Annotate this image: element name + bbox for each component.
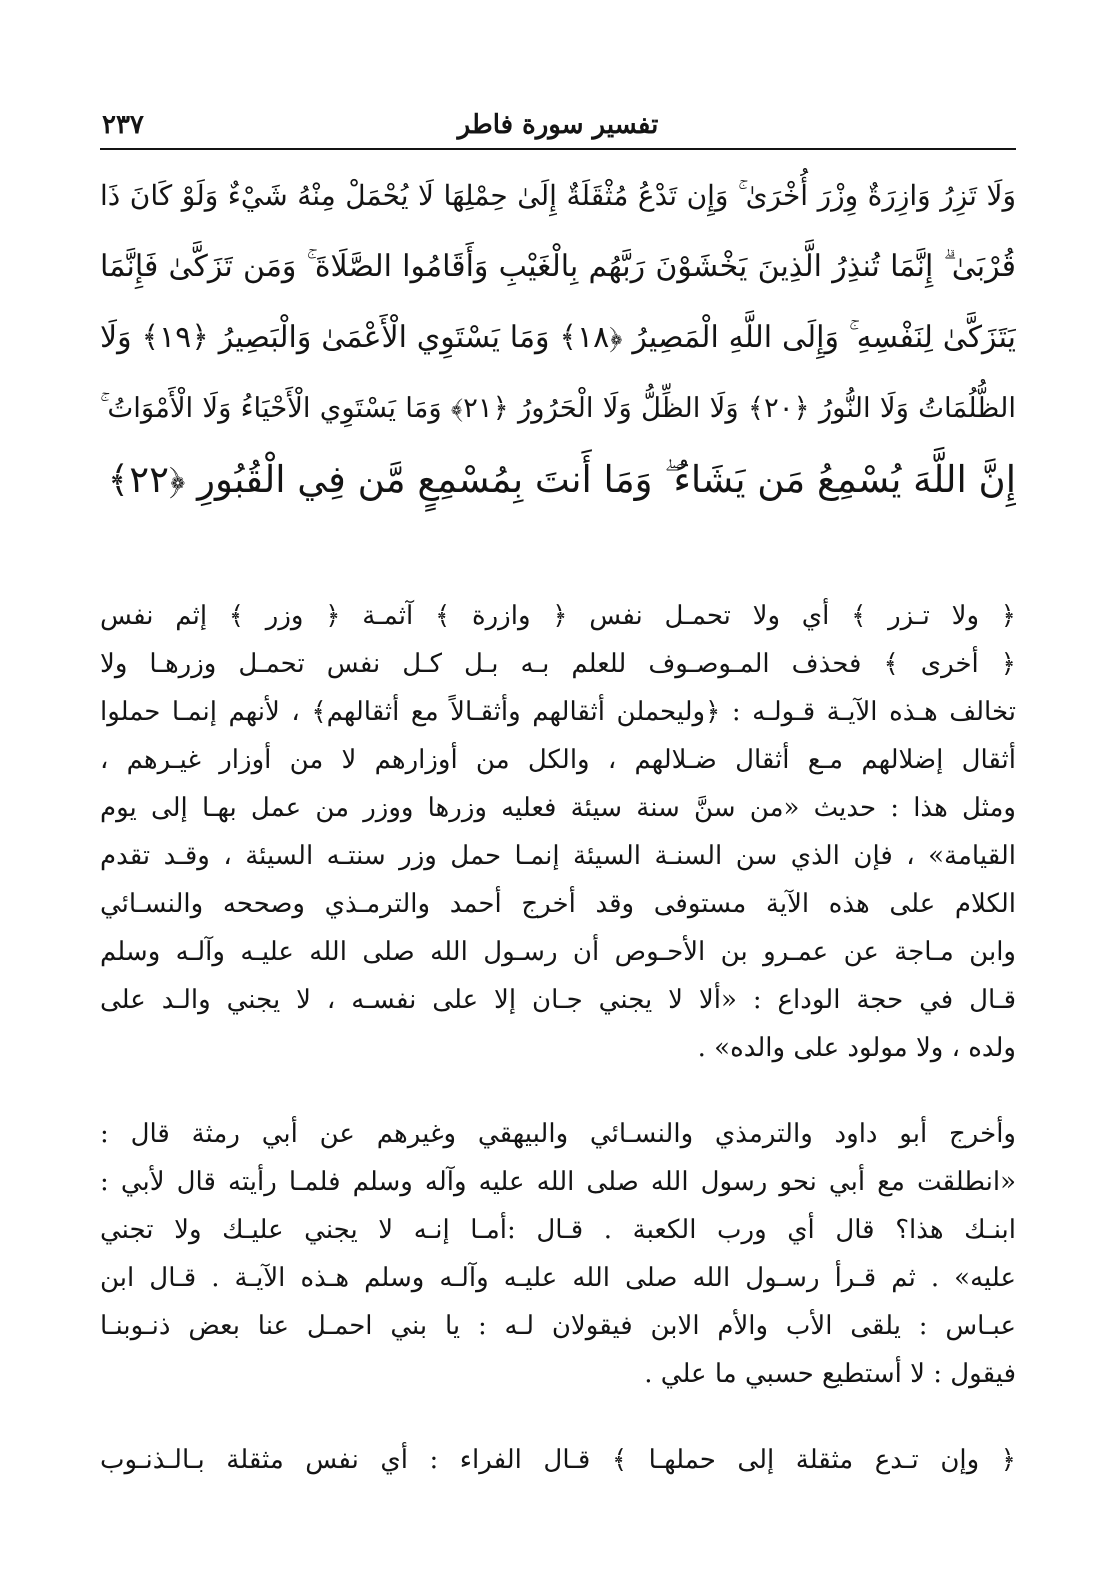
text-line: قـال في حجة الوداع : «ألا لا يجني جـان إلا على نفسـه ، لا يجني والـد على: [100, 985, 1016, 1015]
text-line: ﴿ وإن تـدع مثقلة إلى حملهـا ﴾ قـال الفراء : أي نفس مثقلة بـالـذنـوب: [100, 1445, 1016, 1475]
text-line: ومثل هذا : حديث «من سنَّ سنة سيئة فعليه وزرها ووزر من عمل بهـا إلى يوم: [100, 793, 1016, 823]
text-line: تخالف هـذه الآيـة قـولـه : ﴿وليحملن أثقالهم وأثقـالاً مع أثقالهم﴾ ، لأنهم إنمـا حملوا: [100, 697, 1016, 727]
page-number: ٢٣٧: [102, 110, 144, 140]
text-line: «انطلقت مع أبي نحو رسول الله صلى الله عليه وآله وسلم فلمـا رأيته قال لأبي :: [100, 1167, 1016, 1197]
text-line: الكلام على هذه الآية مستوفى وقد أخرج أحمد والترمـذي وصححه والنسـائي: [100, 889, 1016, 919]
text-line: ﴿ أخرى ﴾ فحذف المـوصـوف للعلم بـه بـل كـل نفس تحمـل وزرهـا ولا: [100, 649, 1016, 679]
running-header: [100, 104, 1016, 148]
quran-line: الظُّلُمَاتُ وَلَا النُّورُ ﴿٢٠﴾ وَلَا الظِّلُّ وَلَا الْحَرُورُ ﴿٢١﴾ وَمَا يَسْتَوِي الْأَحْيَاءُ وَلَا الْأَمْوَاتُ ۚ: [100, 392, 1016, 424]
commentary-paragraph: [100, 1110, 1016, 1398]
quran-line: وَلَا تَزِرُ وَازِرَةٌ وِزْرَ أُخْرَىٰ ۚ وَإِن تَدْعُ مُثْقَلَةٌ إِلَىٰ حِمْلِهَا لَا يُحْمَلْ مِنْهُ شَيْءٌ وَلَوْ كَانَ ذَا: [100, 179, 1016, 212]
tafsir-commentary: [100, 592, 1016, 1484]
text-line: عبـاس : يلقى الأب والأم الابن فيقولان لـه : يا بني احمـل عنا بعض ذنـوبنـا: [100, 1311, 1016, 1341]
text-line: ابنـك هذا؟ قال أي ورب الكعبة . قـال :أمـا إنـه لا يجني عليـك ولا تجني: [100, 1215, 1016, 1245]
text-line: عليه» . ثم قـرأ رسـول الله صلى الله عليـه وآلـه وسلم هـذه الآيـة . قـال ابن: [100, 1263, 1016, 1293]
text-line: ﴿ ولا تـزر ﴾ أي ولا تحمـل نفس ﴿ وازرة ﴾ آثمـة ﴿ وزر ﴾ إثم نفس: [100, 601, 1016, 631]
paragraph-gap: [100, 1072, 1016, 1110]
header-divider: [100, 148, 1016, 150]
quran-line: إِنَّ اللَّهَ يُسْمِعُ مَن يَشَاءُ ۖ وَمَا أَنتَ بِمُسْمِعٍ مَّن فِي الْقُبُورِ ﴿٢٢﴾: [107, 458, 1016, 501]
quran-verses-block: [100, 160, 1016, 515]
text-line: ولده ، ولا مولود على والده» .: [697, 1033, 1016, 1063]
commentary-paragraph: [100, 1436, 1016, 1484]
quran-line: قُرْبَىٰ ۗ إِنَّمَا تُنذِرُ الَّذِينَ يَخْشَوْنَ رَبَّهُم بِالْغَيْبِ وَأَقَامُوا الصَّلَاةَ ۚ وَمَن تَزَكَّىٰ فَإِنَّمَا: [100, 249, 1016, 284]
text-line: أثقال إضلالهم مـع أثقال ضـلالهم ، والكل من أوزارهم لا من أوزار غيـرهم ،: [100, 745, 1016, 775]
commentary-paragraph: [100, 592, 1016, 1072]
surah-title: تفسير سورة فاطر: [457, 110, 659, 140]
paragraph-gap: [100, 1398, 1016, 1436]
text-line: القيامة» ، فإن الذي سن السنـة السيئة إنمـا حمل وزر سنتـه السيئة ، وقـد تقدم: [100, 841, 1016, 871]
text-line: فيقول : لا أستطيع حسبي ما علي .: [644, 1359, 1016, 1389]
text-line: وأخرج أبو داود والترمذي والنسـائي والبيهقي وغيرهم عن أبي رمثة قال :: [100, 1119, 1016, 1149]
text-line: وابن مـاجة عن عمـرو بن الأحـوص أن رسـول الله صلى الله عليـه وآلـه وسلم: [100, 937, 1016, 967]
quran-line: يَتَزَكَّىٰ لِنَفْسِهِ ۚ وَإِلَى اللَّهِ الْمَصِيرُ ﴿١٨﴾ وَمَا يَسْتَوِي الْأَعْمَىٰ وَالْبَصِيرُ ﴿١٩﴾ وَلَا: [100, 320, 1016, 355]
